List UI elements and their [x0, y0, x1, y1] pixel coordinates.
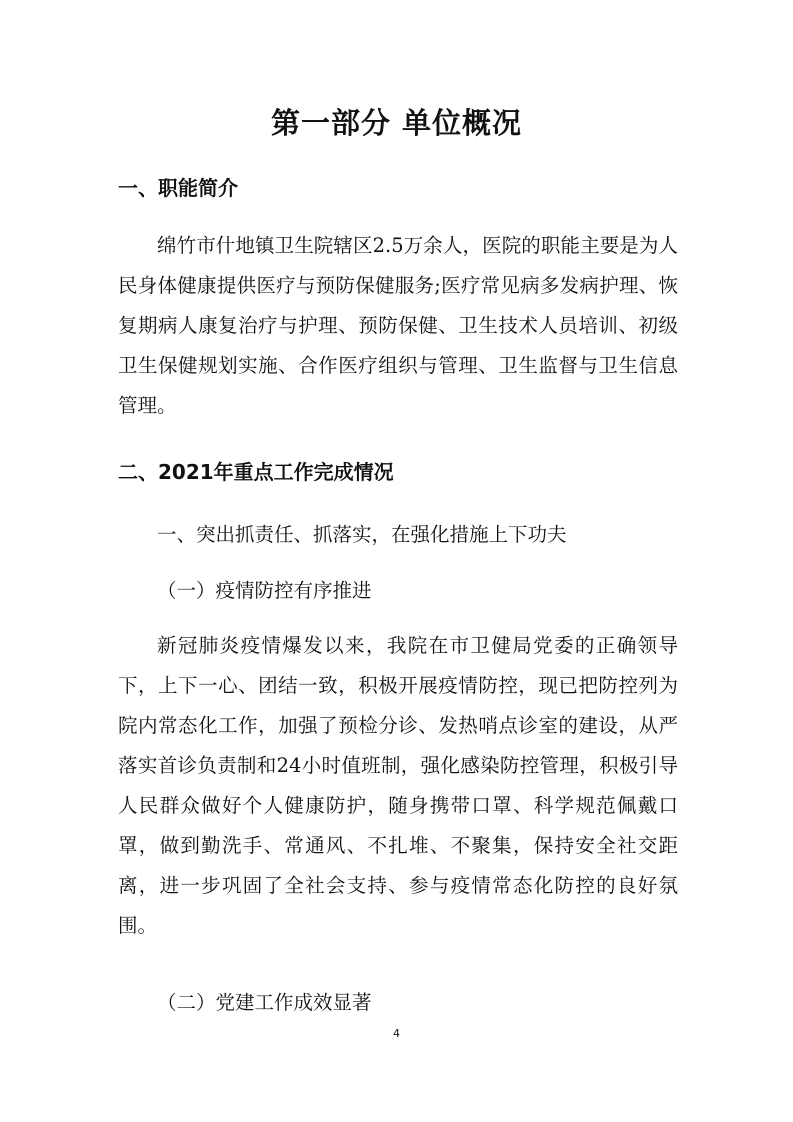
item-title-epidemic-control: （一）疫情防控有序推进 [157, 579, 372, 602]
section-heading-function-intro: 一、职能简介 [118, 176, 238, 200]
page-title: 第一部分 单位概况 [270, 106, 523, 140]
page-number: 4 [393, 1027, 400, 1040]
item-title-party-building: （二）党建工作成效显著 [157, 991, 372, 1014]
section-heading-key-work: 二、2021年重点工作完成情况 [118, 460, 394, 484]
paragraph-function-intro: 绵竹市什地镇卫生院辖区2.5万余人，医院的职能主要是为人民身体健康提供医疗与预防保健服务;医疗常见病多发病护理、恢复期病人康复治疗与护理、预防保健、卫生技术人员培训、初级卫生保健规划实施、合作医疗组织与管理、卫生监督与卫生信息管理。 [118, 234, 678, 417]
subheading-responsibility: 一、突出抓责任、抓落实，在强化措施上下功夫 [157, 523, 567, 546]
paragraph-epidemic-control: 新冠肺炎疫情爆发以来，我院在市卫健局党委的正确领导下，上下一心、团结一致，积极开展疫情防控，现已把防控列为院内常态化工作，加强了预检分诊、发热哨点诊室的建设，从严落实首诊负责制和24小时值班制，强化感染防控管理，积极引导人民群众做好个人健康防护，随身携带口罩、科学规范佩戴口罩，做到勤洗手、常通风、不扎堆、不聚集，保持安全社交距离，进一步巩固了全社会支持、参与疫情常态化防控的良好氛围。 [118, 634, 678, 937]
